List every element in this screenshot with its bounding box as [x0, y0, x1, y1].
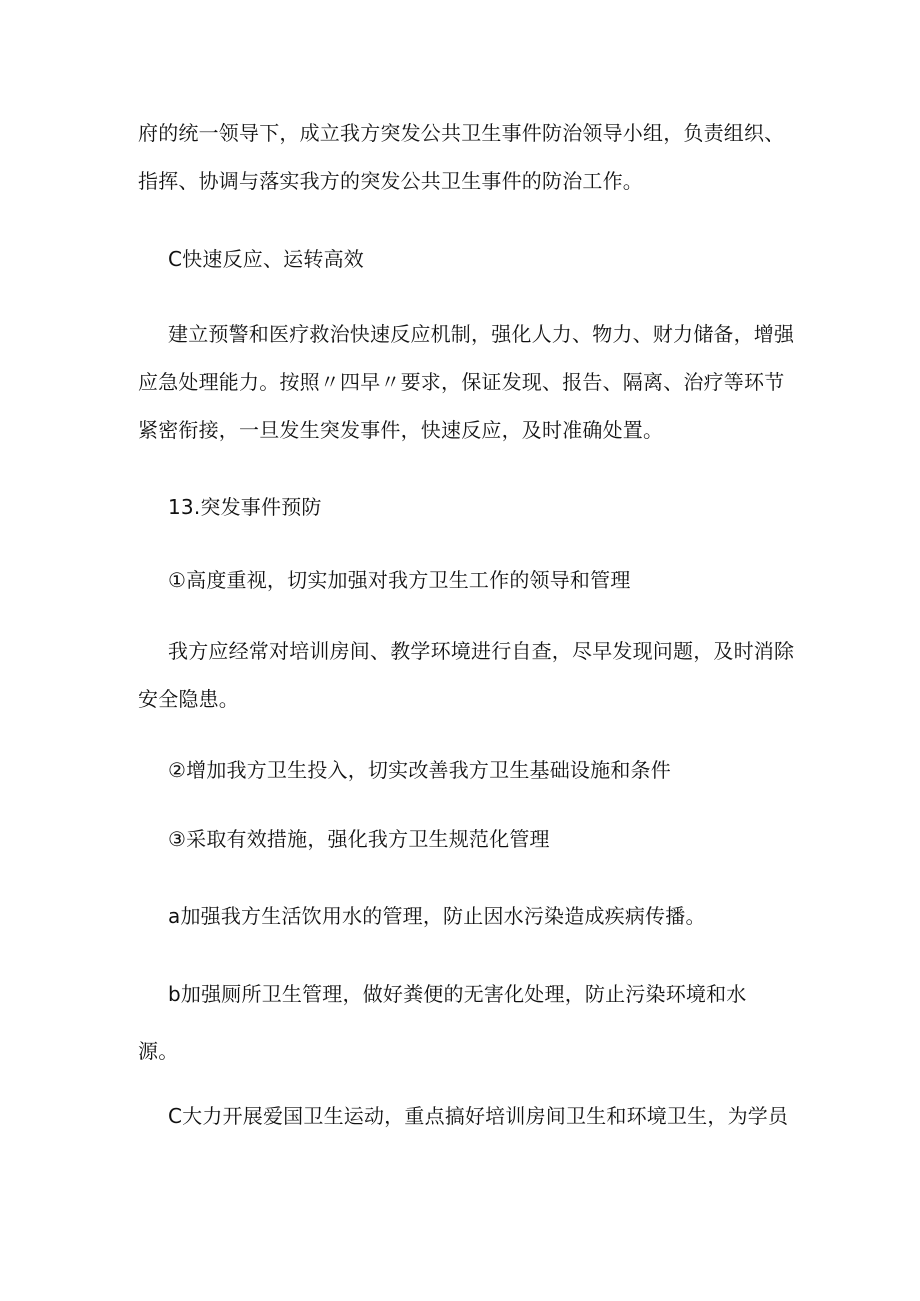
list-item: ①高度重视，切实加强对我方卫生工作的领导和管理 [168, 568, 631, 592]
section-heading: C快速反应、运转高效 [168, 247, 364, 271]
paragraph-line: 建立预警和医疗救治快速反应机制，强化人力、物力、财力储备，增强 [168, 322, 795, 346]
paragraph-line: 源。 [138, 1039, 179, 1063]
list-item: ②增加我方卫生投入，切实改善我方卫生基础设施和条件 [168, 758, 671, 782]
paragraph-line: 安全隐患。 [138, 687, 239, 711]
paragraph-line: 应急处理能力。按照〃四早〃要求，保证发现、报告、隔离、治疗等环节 [138, 370, 785, 394]
paragraph-line: 指挥、协调与落实我方的突发公共卫生事件的防治工作。 [138, 169, 643, 193]
section-heading: 13.突发事件预防 [168, 495, 322, 519]
paragraph-line: 我方应经常对培训房间、教学环境进行自查，尽早发现问题，及时消除 [168, 639, 795, 663]
paragraph-line: 府的统一领导下，成立我方突发公共卫生事件防治领导小组，负责组织、 [138, 121, 785, 145]
list-item: a加强我方生活饮用水的管理，防止因水污染造成疾病传播。 [168, 904, 706, 928]
list-item: b加强厕所卫生管理，做好粪便的无害化处理，防止污染环境和水 [168, 982, 747, 1006]
paragraph-line: 紧密衔接，一旦发生突发事件，快速反应，及时准确处置。 [138, 418, 664, 442]
list-item: ③采取有效措施，强化我方卫生规范化管理 [168, 827, 550, 851]
list-item: C大力开展爱国卫生运动，重点搞好培训房间卫生和环境卫生，为学员 [168, 1104, 789, 1128]
